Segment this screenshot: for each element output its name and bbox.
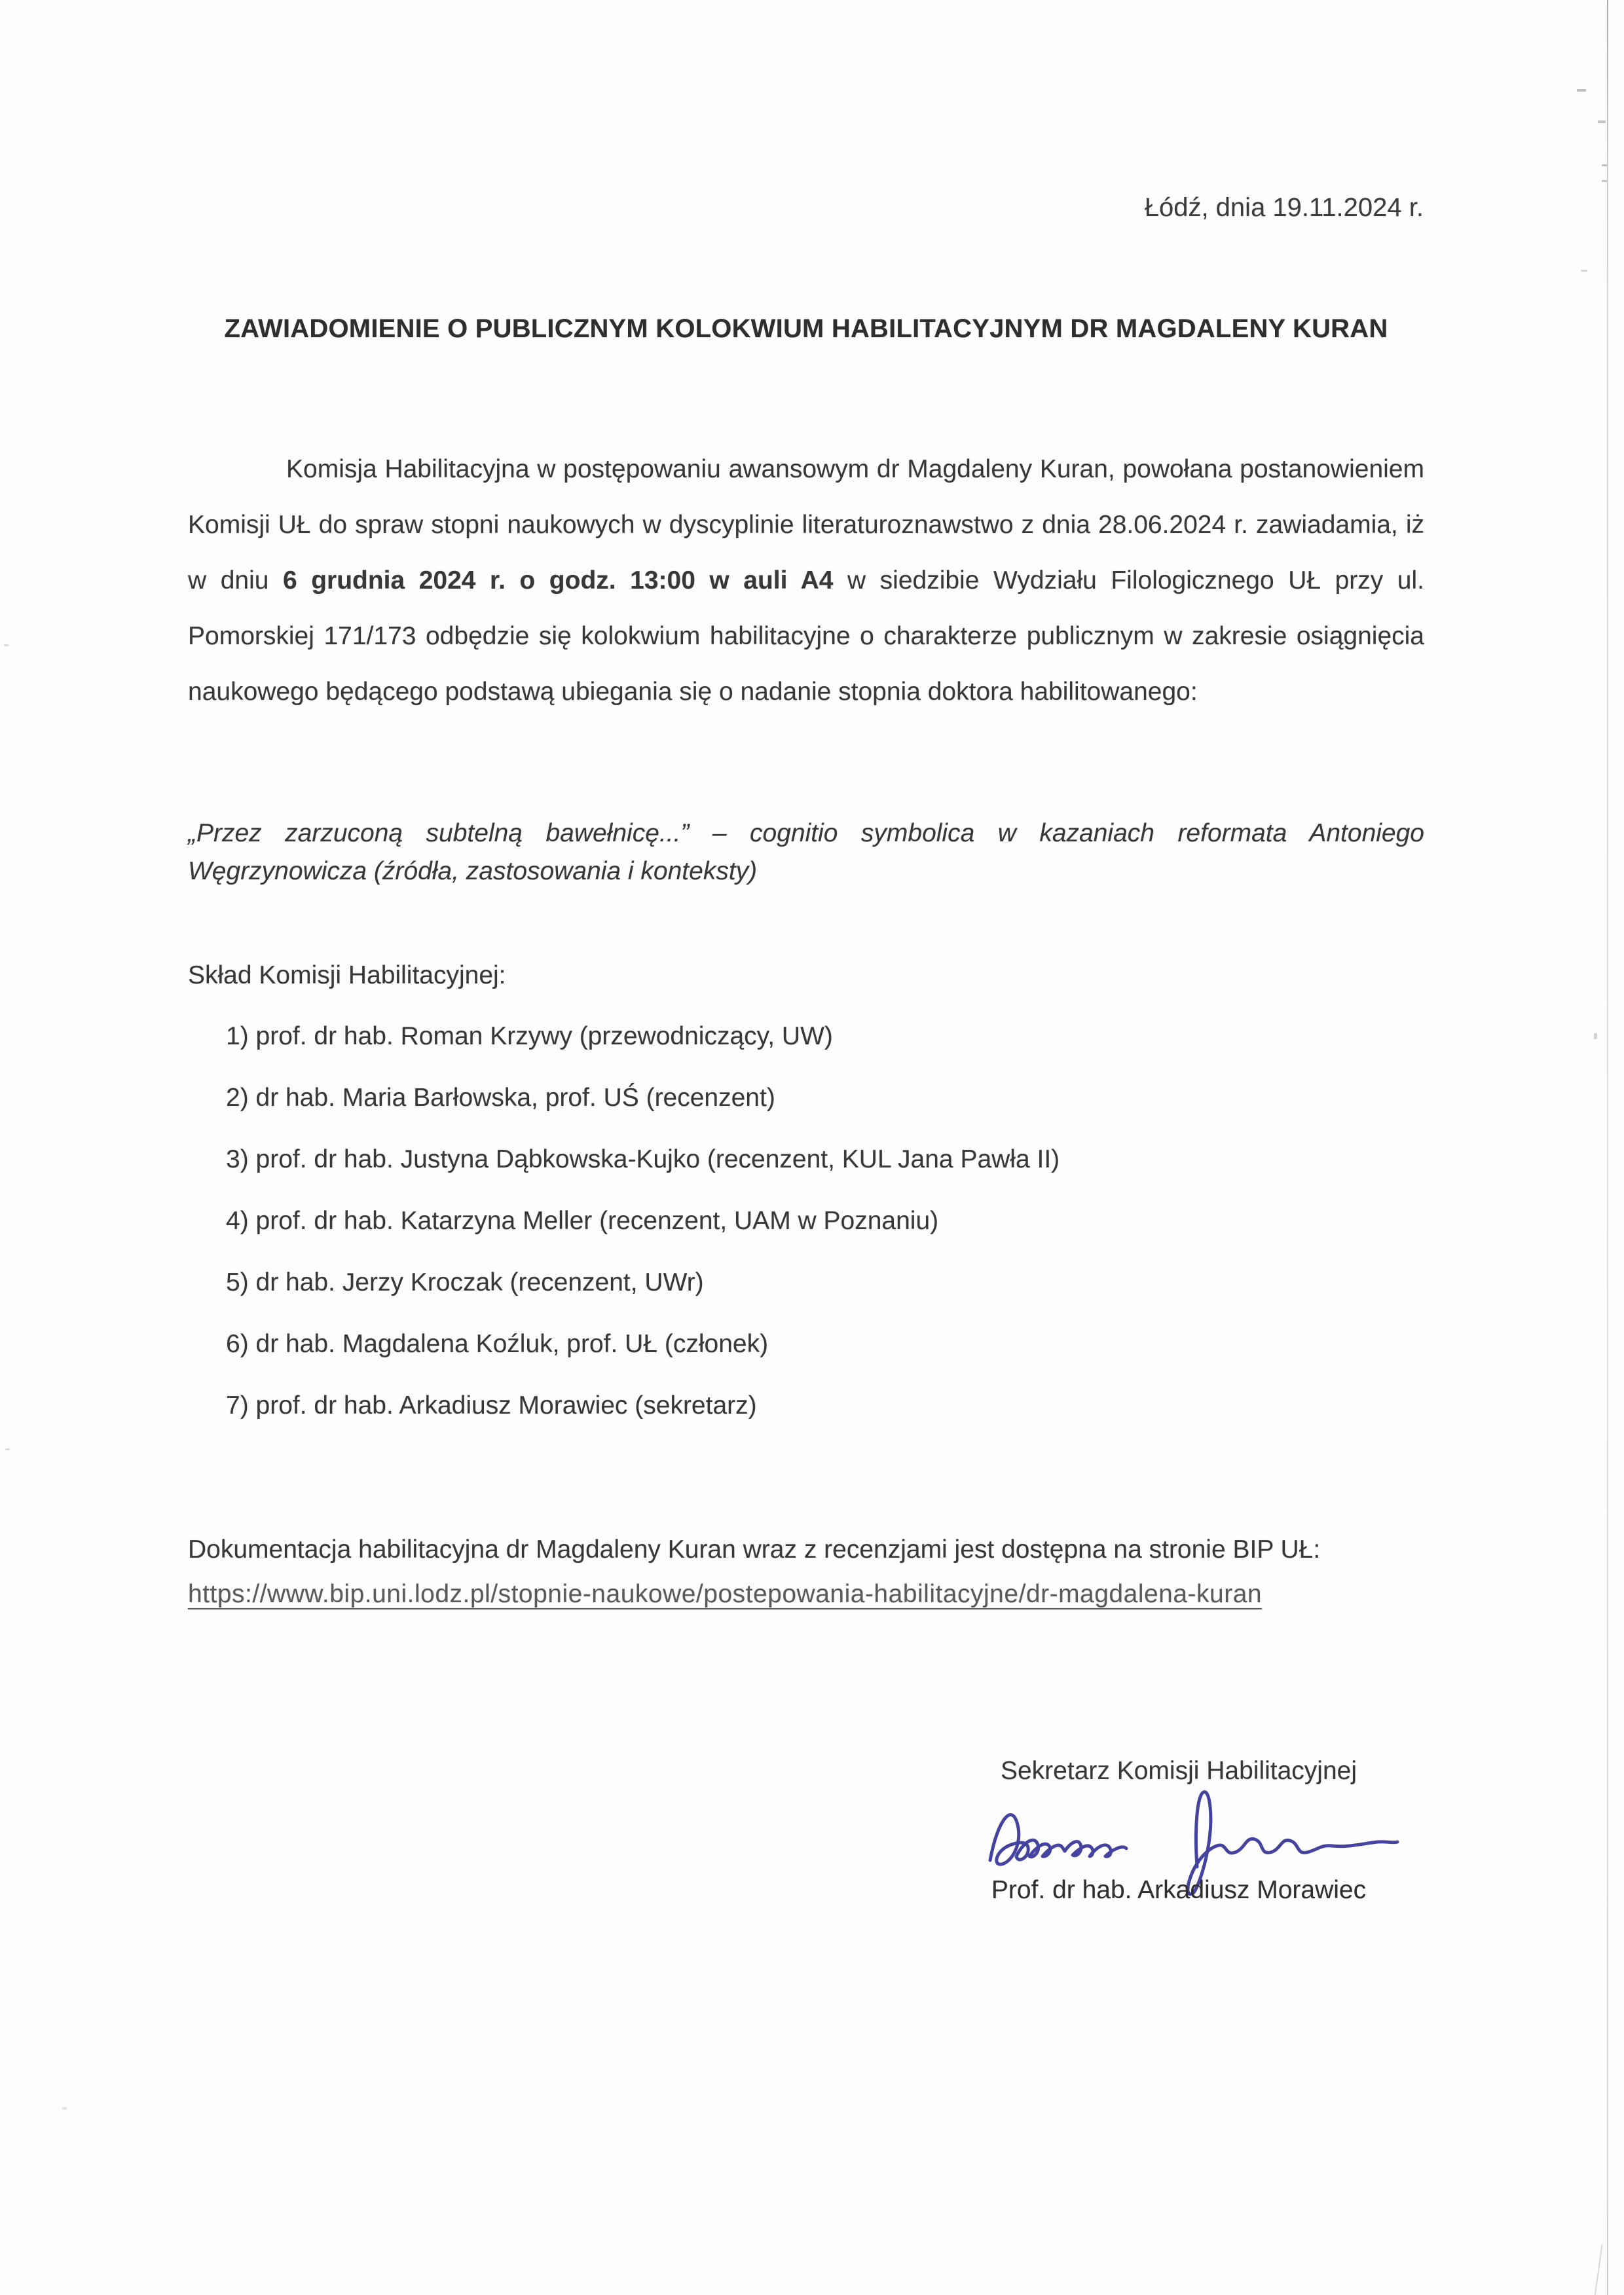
signature-role-line: Sekretarz Komisji Habilitacyjnej (1000, 1757, 1357, 1785)
signature-block (963, 1758, 1395, 1922)
scan-artifact (5, 1448, 10, 1450)
main-paragraph (188, 441, 1424, 720)
habilitation-work-title: „Przez zarzuconą subtelną bawełnicę...” – cognitio symbolica w kazaniach reformata Antoniego Węgrzynowicza (źródła, zastosowania i konteksty) (188, 819, 1424, 885)
scan-edge-curve (1594, 2245, 1602, 2295)
scan-artifact (1594, 1033, 1597, 1039)
committee-member: 2) dr hab. Maria Barłowska, prof. UŚ (recenzent) (226, 1084, 775, 1112)
committee-list (226, 1023, 1060, 1454)
committee-heading: Skład Komisji Habilitacyjnej: (188, 961, 506, 989)
bip-documentation-link[interactable]: https://www.bip.uni.lodz.pl/stopnie-naukowe/postepowania-habilitacyjne/dr-magdalena-kuran (188, 1580, 1263, 1608)
committee-member: 5) dr hab. Jerzy Kroczak (recenzent, UWr) (226, 1268, 704, 1296)
date-line: Łódź, dnia 19.11.2024 r. (1144, 193, 1424, 222)
committee-member: 6) dr hab. Magdalena Koźluk, prof. UŁ (członek) (226, 1330, 769, 1358)
scan-artifact (1602, 164, 1607, 166)
scan-artifact (1602, 180, 1607, 182)
main-paragraph-text-before: Komisja Habilitacyjna w postępowaniu awansowym dr Magdaleny Kuran, powołana postanowieniem Komisji UŁ do spraw stopni naukowych w dyscyplinie literaturoznawstwo z dnia 28.06.2024 r. zawiadamia, iż w dniu (188, 455, 1424, 595)
document-title: ZAWIADOMIENIE O PUBLICZNYM KOLOKWIUM HABILITACYJNYM DR MAGDALENY KURAN (224, 314, 1388, 343)
scan-artifact (1577, 89, 1586, 92)
committee-member: 7) prof. dr hab. Arkadiusz Morawiec (sekretarz) (226, 1391, 757, 1420)
scan-artifact (1598, 120, 1606, 123)
scan-edge-line (1607, 0, 1608, 2295)
committee-member: 4) prof. dr hab. Katarzyna Meller (recenzent, UAM w Poznaniu) (226, 1207, 939, 1235)
scan-artifact (1581, 270, 1587, 272)
scan-artifact (4, 644, 9, 646)
main-paragraph-text-after: w siedzibie Wydziału Filologicznego UŁ przy ul. Pomorskiej 171/173 odbędzie się kolokwium habilitacyjne o charakterze publicznym w zakresie osiągnięcia naukowego będącego podstawą ubiegania się o nadanie stopnia doktora habilitowanego: (188, 566, 1424, 706)
committee-member: 1) prof. dr hab. Roman Krzywy (przewodniczący, UW) (226, 1022, 833, 1050)
documentation-note: Dokumentacja habilitacyjna dr Magdaleny Kuran wraz z recenzjami jest dostępna na stronie BIP UŁ: (188, 1535, 1321, 1564)
committee-member: 3) prof. dr hab. Justyna Dąbkowska-Kujko (recenzent, KUL Jana Pawła II) (226, 1145, 1060, 1173)
colloquium-datetime-bold: 6 grudnia 2024 r. o godz. 13:00 w auli A4 (282, 566, 834, 595)
scan-artifact (62, 2107, 67, 2110)
signature-name-line: Prof. dr hab. Arkadiusz Morawiec (991, 1876, 1367, 1904)
